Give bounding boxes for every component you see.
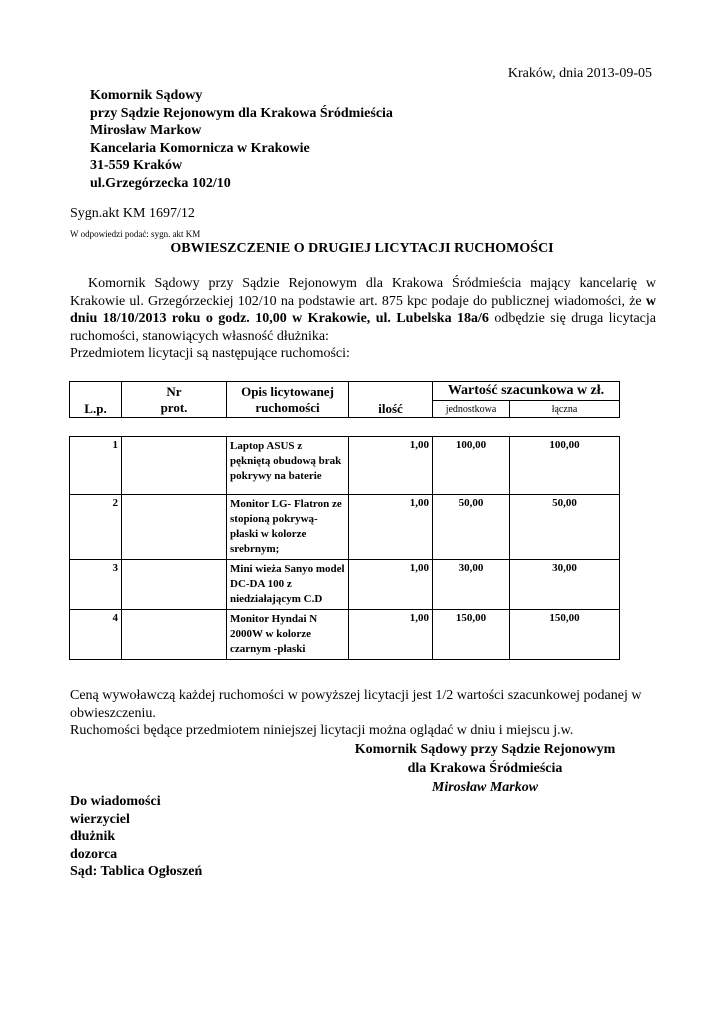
case-number: Sygn.akt KM 1697/12 bbox=[70, 206, 195, 221]
cell-desc: Mini wieża Sanyo model DC-DA 100 z niedziałającym C.D bbox=[227, 560, 349, 610]
table-row bbox=[70, 437, 620, 495]
table-row bbox=[70, 560, 620, 610]
issuer-line: Komornik Sądowy bbox=[90, 88, 203, 103]
distribution-item: dłużnik bbox=[70, 829, 116, 844]
cell-unit-value: 30,00 bbox=[433, 560, 510, 610]
signature-block bbox=[345, 740, 625, 797]
header-ilosc: ilość bbox=[349, 382, 433, 418]
cell-desc: Laptop ASUS z pękniętą obudową brak pokrywy na baterie bbox=[227, 437, 349, 495]
header-laczna: łączna bbox=[510, 401, 620, 418]
cell-qty: 1,00 bbox=[349, 560, 433, 610]
issuer-line: 31-559 Kraków bbox=[90, 158, 183, 174]
header-nr-prot bbox=[122, 382, 227, 418]
distribution-list bbox=[70, 793, 202, 881]
cell-lp: 4 bbox=[70, 610, 122, 660]
header-lp: L.p. bbox=[70, 382, 122, 418]
header-opis-2: ruchomości bbox=[255, 399, 320, 415]
document-title: OBWIESZCZENIE O DRUGIEJ LICYTACJI RUCHOMOŚCI bbox=[170, 241, 554, 256]
table-header bbox=[69, 381, 620, 418]
starting-price-note: Ceną wywoławczą każdej ruchomości w powyższej licytacji jest 1/2 wartości szacunkowej podanej w obwieszczeniu. bbox=[70, 688, 642, 721]
reference-note: W odpowiedzi podać: sygn. akt KM bbox=[70, 229, 201, 239]
viewing-note: Ruchomości będące przedmiotem niniejszej licytacji można oglądać w dniu i miejscu j.w. bbox=[70, 723, 574, 738]
announcement-body bbox=[70, 275, 656, 363]
document-date: Kraków, dnia 2013-09-05 bbox=[507, 66, 652, 81]
cell-lp: 1 bbox=[70, 437, 122, 495]
cell-total-value: 50,00 bbox=[510, 495, 620, 560]
cell-total-value: 100,00 bbox=[510, 437, 620, 495]
issuer-line: przy Sądzie Rejonowym dla Krakowa Śródmieścia bbox=[90, 105, 393, 121]
cell-qty: 1,00 bbox=[349, 437, 433, 495]
body-text: odbędzie się druga licytacja ruchomości, stanowiących własność dłużnika: bbox=[70, 311, 657, 344]
cell-qty: 1,00 bbox=[349, 610, 433, 660]
cell-prot bbox=[122, 437, 227, 495]
cell-lp: 3 bbox=[70, 560, 122, 610]
issuer-line: Kancelaria Komornicza w Krakowie bbox=[90, 140, 310, 156]
cell-unit-value: 50,00 bbox=[433, 495, 510, 560]
signature-name: Mirosław Markow bbox=[431, 780, 539, 795]
header-opis bbox=[227, 382, 349, 418]
issuer-line: ul.Grzegórzecka 102/10 bbox=[90, 175, 231, 191]
cell-unit-value: 150,00 bbox=[433, 610, 510, 660]
cell-prot bbox=[122, 495, 227, 560]
cell-lp: 2 bbox=[70, 495, 122, 560]
distribution-item: wierzyciel bbox=[70, 811, 130, 827]
header-prot: prot. bbox=[160, 399, 188, 415]
header-opis-1: Opis licytowanej bbox=[241, 383, 334, 399]
footer-text bbox=[70, 687, 656, 740]
cell-total-value: 30,00 bbox=[510, 560, 620, 610]
issuer-line: Mirosław Markow bbox=[90, 123, 202, 139]
announcement-paragraph bbox=[70, 275, 656, 345]
body-text: Komornik Sądowy przy Sądzie Rejonowym dla Krakowa Śródmieścia mający kancelarię w Krakowie ul. Grzegórzeckiej 102/10 na podstawie art. 875 kpc podaje do publicznej wiadomości, że bbox=[70, 276, 656, 309]
distribution-heading: Do wiadomości bbox=[70, 794, 161, 809]
distribution-item: Sąd: Tablica Ogłoszeń bbox=[70, 864, 203, 879]
items-intro: Przedmiotem licytacji są następujące ruchomości: bbox=[70, 346, 350, 361]
cell-total-value: 150,00 bbox=[510, 610, 620, 660]
signature-line: Komornik Sądowy przy Sądzie Rejonowym bbox=[354, 742, 616, 757]
issuer-block bbox=[90, 87, 393, 193]
cell-desc: Monitor LG- Flatron ze stopioną pokrywą- płaski w kolorze srebrnym; bbox=[227, 495, 349, 560]
distribution-item: dozorca bbox=[70, 846, 118, 862]
table-row bbox=[70, 610, 620, 660]
header-wartosc: Wartość szacunkowa w zł. bbox=[433, 382, 620, 401]
signature-line: dla Krakowa Śródmieścia bbox=[407, 761, 563, 776]
items-table bbox=[69, 436, 620, 660]
cell-qty: 1,00 bbox=[349, 495, 433, 560]
header-nr: Nr bbox=[166, 383, 182, 399]
table-row bbox=[70, 495, 620, 560]
cell-prot bbox=[122, 610, 227, 660]
cell-unit-value: 100,00 bbox=[433, 437, 510, 495]
header-jednostkowa: jednostkowa bbox=[433, 401, 510, 418]
cell-prot bbox=[122, 560, 227, 610]
auction-date-place: w dniu 18/10/2013 roku o godz. 10,00 w Krakowie, ul. Lubelska 18a/6 bbox=[70, 293, 656, 326]
cell-desc: Monitor Hyndai N 2000W w kolorze czarnym -płaski bbox=[227, 610, 349, 660]
